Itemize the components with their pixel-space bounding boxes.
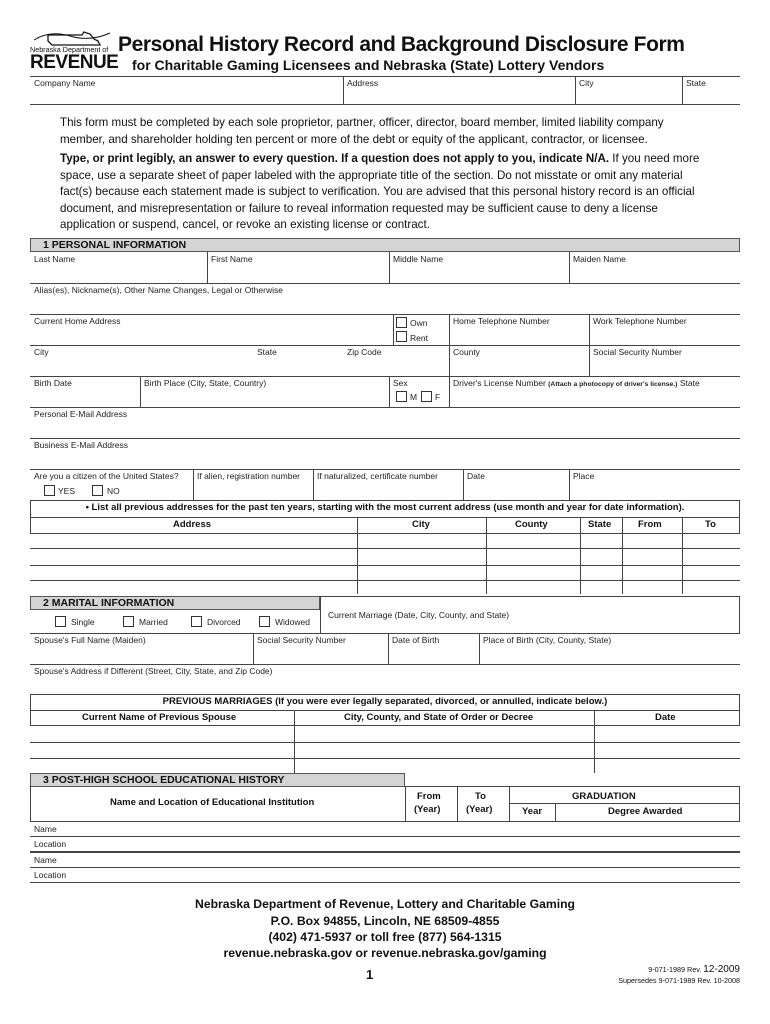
supersedes-note: Supersedes 9-071-1989 Rev. 10-2008 <box>618 976 740 985</box>
section-2-header: 2 MARITAL INFORMATION <box>30 596 320 610</box>
birth-date-label: Birth Date <box>34 378 72 388</box>
middle-name-label: Middle Name <box>393 254 444 264</box>
aliases-label: Alias(es), Nickname(s), Other Name Changes, Legal or Otherwise <box>34 285 283 295</box>
from-year-col: (Year) <box>414 804 441 815</box>
married-checkbox[interactable] <box>123 616 134 627</box>
intro-rest-text: If you need more space, use a separate sheet of paper labeled with the appropriate title of the section. Do not misstate or omit any material fact(s) because each statement made is subject to verification. You are advised that this personal history record is an official document, and misrepresentation or failure to reveal information requested may be sufficient cause to deny a license application or suspend, cancel, or revoke an existing license or contract. <box>60 152 700 231</box>
previous-marriages-title: PREVIOUS MARRIAGES (If you were ever legally separated, divorced, or annulled, indicate below.) <box>162 696 608 707</box>
addr-col-city: City <box>412 519 430 530</box>
naturalized-date-label: Date <box>467 471 485 481</box>
addr-col-county: County <box>515 519 548 530</box>
ssn-label: Social Security Number <box>593 347 682 357</box>
school-location-label-2: Location <box>34 870 67 880</box>
female-checkbox[interactable] <box>421 391 432 402</box>
citizen-no-label: NO <box>107 486 120 496</box>
grad-year-col: Year <box>522 806 543 817</box>
zip-code-label: Zip Code <box>347 347 382 357</box>
dl-state-label: State <box>679 378 700 388</box>
school-location-label-1: Location <box>34 839 67 849</box>
widowed-label: Widowed <box>275 617 310 627</box>
home-phone-label: Home Telephone Number <box>453 316 550 326</box>
intro-bold-instruction: Type, or print legibly, an answer to every question. If a question does not apply to you, indicate N/A. <box>60 152 610 165</box>
spouse-name-label: Spouse's Full Name (Maiden) <box>34 635 146 645</box>
prev-col-date: Date <box>655 712 676 723</box>
citizen-yes-checkbox[interactable] <box>44 485 55 496</box>
drivers-license-label: Driver's License Number (Attach a photocopy of driver's license.) State <box>453 378 700 388</box>
graduation-col: GRADUATION <box>572 791 636 802</box>
citizen-question-label: Are you a citizen of the United States? <box>34 471 179 481</box>
company-state-label: State <box>686 78 706 88</box>
section-1-header: 1 PERSONAL INFORMATION <box>30 238 740 252</box>
school-name-label-1: Name <box>34 824 57 834</box>
prev-col-name: Current Name of Previous Spouse <box>82 712 237 723</box>
addr-col-address: Address <box>173 519 212 530</box>
form-title: Personal History Record and Background Disclosure Form <box>118 33 685 56</box>
county-label: County <box>453 347 480 357</box>
addr-col-from: From <box>638 519 662 530</box>
business-email-label: Business E-Mail Address <box>34 440 129 450</box>
page-number: 1 <box>366 967 374 982</box>
divorced-checkbox[interactable] <box>191 616 202 627</box>
own-label: Own <box>410 318 428 328</box>
addr-col-state: State <box>588 519 612 530</box>
spouse-address-label: Spouse's Address if Different (Street, City, State, and Zip Code) <box>34 666 273 676</box>
state-label: State <box>257 347 277 357</box>
personal-email-label: Personal E-Mail Address <box>34 409 128 419</box>
home-address-label: Current Home Address <box>34 316 121 326</box>
intro-paragraph-2 <box>60 151 710 234</box>
addr-col-to: To <box>705 519 716 530</box>
logo-top-text: Nebraska Department of <box>30 45 109 54</box>
naturalized-cert-label: If naturalized, certificate number <box>317 471 438 481</box>
spouse-dob-label: Date of Birth <box>392 635 440 645</box>
company-address-label: Address <box>347 78 379 88</box>
male-checkbox[interactable] <box>396 391 407 402</box>
form-subtitle: for Charitable Gaming Licensees and Nebraska (State) Lottery Vendors <box>132 57 605 73</box>
own-checkbox[interactable] <box>396 317 407 328</box>
married-label: Married <box>139 617 168 627</box>
form-number: 9-071-1989 Rev. 12-2009 <box>648 964 740 975</box>
degree-col: Degree Awarded <box>608 806 683 817</box>
male-label: M <box>410 392 418 402</box>
spouse-ssn-label: Social Security Number <box>257 635 346 645</box>
maiden-name-label: Maiden Name <box>573 254 626 264</box>
agency-logo <box>30 27 119 75</box>
alien-number-label: If alien, registration number <box>197 471 300 481</box>
first-name-label: First Name <box>211 254 253 264</box>
revision-date: 12-2009 <box>703 964 740 975</box>
citizen-no-checkbox[interactable] <box>92 485 103 496</box>
section-3-header: 3 POST-HIGH SCHOOL EDUCATIONAL HISTORY <box>30 773 405 787</box>
footer-website: revenue.nebraska.gov or revenue.nebraska.gov/gaming <box>223 946 547 960</box>
rent-checkbox[interactable] <box>396 331 407 342</box>
footer-agency: Nebraska Department of Revenue, Lottery and Charitable Gaming <box>195 897 575 911</box>
drivers-license-note: (Attach a photocopy of driver's license.) <box>548 381 678 388</box>
city-label: City <box>34 347 49 357</box>
intro-paragraph-1: This form must be completed by each sole proprietor, partner, officer, director, board member, limited liability company member, and shareholder holding ten percent or more of the debt or equity of the applicant, contractor, or licensee. <box>60 116 664 146</box>
naturalized-place-label: Place <box>573 471 595 481</box>
citizen-yes-label: YES <box>58 486 76 496</box>
logo-main-text: REVENUE <box>30 52 119 73</box>
female-label: F <box>435 392 441 402</box>
to-year-col: (Year) <box>466 804 493 815</box>
widowed-checkbox[interactable] <box>259 616 270 627</box>
school-name-label-2: Name <box>34 855 57 865</box>
rent-label: Rent <box>410 333 428 343</box>
from-col: From <box>417 791 441 802</box>
state-outline-icon <box>30 27 116 47</box>
current-marriage-label: Current Marriage (Date, City, County, and State) <box>328 610 510 620</box>
sex-label: Sex <box>393 378 408 388</box>
prev-col-location: City, County, and State of Order or Decree <box>344 712 534 723</box>
company-name-label: Company Name <box>34 78 96 88</box>
work-phone-label: Work Telephone Number <box>593 316 687 326</box>
single-label: Single <box>71 617 95 627</box>
to-col: To <box>475 791 486 802</box>
spouse-pob-label: Place of Birth (City, County, State) <box>483 635 612 645</box>
divorced-label: Divorced <box>207 617 241 627</box>
company-city-label: City <box>579 78 594 88</box>
addresses-instruction: • List all previous addresses for the past ten years, starting with the most current address (use month and year for date information). <box>85 502 685 513</box>
footer-address: P.O. Box 94855, Lincoln, NE 68509-4855 <box>270 914 500 928</box>
footer-phone: (402) 471-5937 or toll free (877) 564-1315 <box>268 930 502 944</box>
last-name-label: Last Name <box>34 254 76 264</box>
birth-place-label: Birth Place (City, State, Country) <box>144 378 267 388</box>
single-checkbox[interactable] <box>55 616 66 627</box>
institution-col: Name and Location of Educational Institution <box>110 797 315 808</box>
